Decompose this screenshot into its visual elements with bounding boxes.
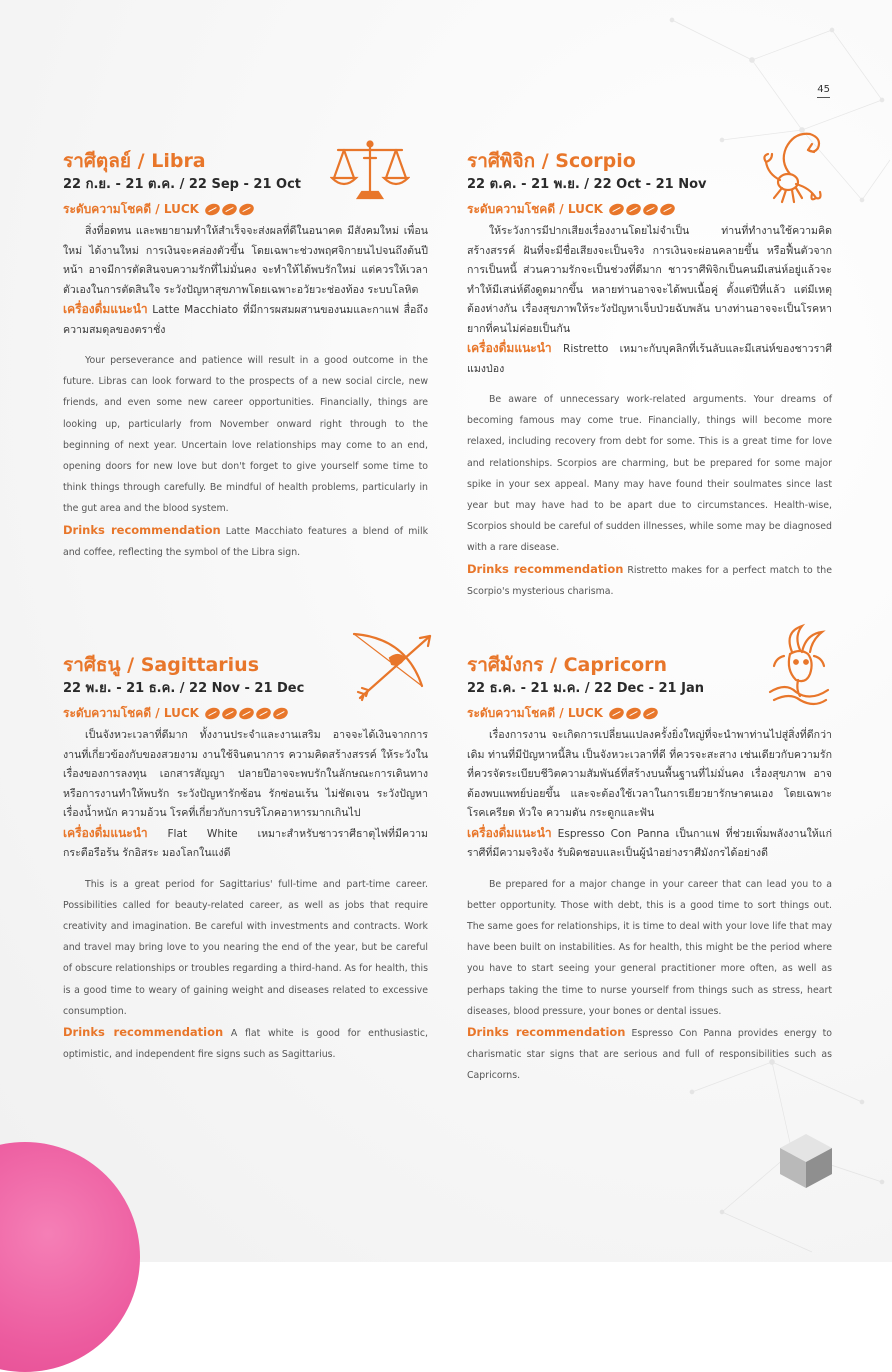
- luck-label: ระดับความโชคดี / LUCK: [63, 706, 199, 720]
- cube-icon: [774, 1128, 838, 1192]
- capricorn-goat-icon: [766, 622, 832, 708]
- section-title: ราศีธนู / Sagittarius: [63, 654, 260, 676]
- english-recommendation: [63, 1022, 428, 1065]
- sagittarius-bow-icon: [350, 628, 434, 704]
- section-dates: 22 พ.ย. - 21 ธ.ค. / 22 Nov - 21 Dec: [63, 681, 305, 696]
- section-dates: 22 ธ.ค. - 21 ม.ค. / 22 Dec - 21 Jan: [467, 681, 704, 696]
- coffee-bean-icon: [221, 201, 239, 216]
- coffee-bean-icon: [642, 705, 660, 720]
- luck-beans: [205, 708, 288, 719]
- english-paragraph: Be aware of unnecessary work-related arguments. Your dreams of becoming famous may come true. Financially, things will become more relaxed, including recovery from debt for some. This is a great time for love and relationships. Scorpios are charming, but be prepared for some major spike in your sex appeal. Many may have found their soulmates since last year but may have had to be apart due to circumstances. Health-wise, Scorpios should be careful of sudden illnesses, while some may be diagnosed with a rare disease.: [467, 394, 832, 554]
- coffee-bean-icon: [625, 201, 643, 216]
- coffee-bean-icon: [642, 201, 660, 216]
- english-paragraph: This is a great period for Sagittarius' full-time and part-time career. Possibilities called for beauty-related career, as well as jobs that require creativity and imagination. Be careful with investments and contracts. Work and travel may bring love to you nearing the end of the year, but be careful of obscure relationships or troubles regarding a third-hand. As for health, this is a good time to weary of gaining weight and diseases related to excessive consumption.: [63, 878, 428, 1017]
- eng-rec-label: Drinks recommendation: [467, 561, 624, 576]
- page-number: 45: [817, 84, 830, 95]
- thai-recommendation: [63, 300, 428, 340]
- section-title: ราศีมังกร / Capricorn: [467, 654, 668, 676]
- libra-scales-icon: [330, 140, 410, 206]
- luck-beans: [609, 204, 675, 215]
- english-recommendation: [467, 559, 832, 602]
- luck-beans: [205, 204, 254, 215]
- coffee-bean-icon: [204, 201, 222, 216]
- zodiac-section-scorpio: [467, 149, 832, 602]
- coffee-bean-icon: [608, 705, 626, 720]
- english-paragraph: Be prepared for a major change in your career that can lead you to a better opportunity. Those with debt, this is a good time to sort things out. The same goes for relationships, it is time to deal with your love life that may have been built on instabilities. As for health, this might be the period where you have to start seeing your general practitioner more often, as well as perhaps taking the time to nurse yourself from things such as stress, heart diseases, blood pressure, your bones or dental issues.: [467, 878, 832, 1017]
- thai-rec-label: เครื่องดื่มแนะนำ: [63, 825, 148, 840]
- thai-rec-text: Espresso Con Panna เป็นกาแฟ ที่ช่วยเพิ่มพลังงานให้แก่ราศีที่มีความจริงจัง รับผิดชอบและเป็นผู้นำอย่างราศีมังกรได้อย่างดี: [467, 827, 833, 859]
- eng-rec-label: Drinks recommendation: [467, 1024, 626, 1039]
- thai-rec-label: เครื่องดื่มแนะนำ: [467, 341, 552, 355]
- thai-rec-label: เครื่องดื่มแนะนำ: [63, 302, 148, 316]
- zodiac-section-sagittarius: [63, 653, 428, 1065]
- thai-recommendation: [63, 824, 428, 864]
- scorpio-scorpion-icon: [760, 126, 826, 206]
- thai-paragraph: สิ่งที่อดทน และพยายามทำให้สำเร็จจะส่งผลที่ดีในอนาคต มีสังคมใหม่ เพื่อนใหม่ ได้งานใหม่ การเงินจะคล่องตัวขึ้น โดยเฉพาะช่วงพฤศจิกายนไปจนถึงต้นปีหน้า อาจมีการตัดสินจบความรักที่ไม่มั่นคง จะทำให้ได้พบรักใหม่ แต่ควรให้เวลาตัวเองในการตัดสินใจ ระวังปัญหาสุขภาพโดยเฉพาะอวัยวะช่องท้อง ระบบโลหิต: [63, 225, 428, 296]
- english-paragraph: Your perseverance and patience will result in a good outcome in the future. Libras can look forward to the prospects of a new social circle, new friends, and even some new career opportunities. Financially, things are looking up, particularly from November onward right through to the beginning of next year. Uncertain love relationships may come to an end, opening doors for new love but don't forget to give yourself some time to think things through carefully. Be mindful of health problems, particularly in the gut area and the blood system.: [63, 355, 428, 515]
- eng-rec-label: Drinks recommendation: [63, 1024, 224, 1039]
- zodiac-section-libra: [63, 149, 428, 563]
- coffee-bean-icon: [238, 201, 256, 216]
- luck-label: ระดับความโชคดี / LUCK: [467, 706, 603, 720]
- thai-rec-text: Flat White เหมาะสำหรับชาวราศีธาตุไฟที่มีความกระตือรือร้น รักอิสระ มองโลกในแง่ดี: [63, 827, 428, 859]
- eng-rec-text: Espresso Con Panna provides energy to charismatic star signs that are serious and full of responsibilities such as Capricorns.: [467, 1027, 833, 1082]
- english-recommendation: [467, 1022, 832, 1087]
- english-recommendation: [63, 520, 428, 563]
- thai-paragraph: เรื่องการงาน จะเกิดการเปลี่ยนแปลงครั้งยิ่งใหญ่ที่จะนำพาท่านไปสู่สิ่งที่ดีกว่าเดิม ท่านที่มีปัญหาหนี้สิน เป็นจังหวะเวลาที่ดี ที่ควรจะสะสาง เช่นเดียวกับความรัก ที่ควรจัดระเบียบชีวิตความสัมพันธ์ที่สร้างบนพื้นฐานที่ไม่มั่นคง เรื่องสุขภาพ อาจต้องพบแพทย์บ่อยขึ้น และจะต้องใช้เวลาในการเยียวยารักษาตนเอง โดยเฉพาะโรคเครียด หัวใจ ความดัน กระดูกและฟัน: [467, 729, 832, 819]
- eng-rec-text: Latte Macchiato features a blend of milk and coffee, reflecting the symbol of the Libra sign.: [63, 525, 428, 558]
- coffee-bean-icon: [659, 201, 677, 216]
- eng-rec-label: Drinks recommendation: [63, 522, 221, 537]
- eng-rec-text: Ristretto makes for a perfect match to the Scorpio's mysterious charisma.: [467, 564, 832, 597]
- coffee-bean-icon: [625, 705, 643, 720]
- coffee-bean-icon: [608, 201, 626, 216]
- section-title: ราศีตุลย์ / Libra: [63, 150, 206, 172]
- thai-recommendation: [467, 824, 832, 864]
- thai-recommendation: [467, 339, 832, 379]
- thai-rec-text: Ristretto เหมาะกับบุคลิกที่เร้นลับและมีเสน่ห์ของชาวราศีแมงป่อง: [467, 343, 832, 375]
- coffee-bean-icon: [255, 705, 273, 720]
- zodiac-section-capricorn: [467, 653, 832, 1087]
- luck-rating: [63, 704, 428, 722]
- section-dates: 22 ต.ค. - 21 พ.ย. / 22 Oct - 21 Nov: [467, 177, 707, 192]
- luck-label: ระดับความโชคดี / LUCK: [63, 202, 199, 216]
- coffee-bean-icon: [221, 705, 239, 720]
- luck-label: ระดับความโชคดี / LUCK: [467, 202, 603, 216]
- luck-beans: [609, 708, 658, 719]
- thai-paragraph: ให้ระวังการมีปากเสียงเรื่องงานโดยไม่จำเป็น ท่านที่ทำงานใช้ความคิดสร้างสรรค์ ฝันที่จะมีชื่อเสียงจะเป็นจริง การเงินจะผ่อนคลายขึ้น หรือฟื้นตัวจากการเป็นหนี้ ส่วนความรักจะเป็นช่วงที่ดีมาก ชาวราศีพิจิกเป็นคนมีเสน่ห์อยู่แล้วจะทำให้มีเสน่ห์ดึงดูดมากขึ้น หลายท่านอาจจะได้พบเนื้อคู่ ตั้งแต่ปีที่แล้ว แต่มีเหตุต้องห่างกัน เรื่องสุขภาพให้ระวังปัญหาเจ็บป่วยฉับพลัน บางท่านอาจจะเป็นโรคหายากที่คนไม่ค่อยเป็นกัน: [467, 225, 832, 335]
- coffee-bean-icon: [204, 705, 222, 720]
- section-dates: 22 ก.ย. - 21 ต.ค. / 22 Sep - 21 Oct: [63, 177, 301, 192]
- thai-rec-text: Latte Macchiato ที่มีการผสมผสานของนมและกาแฟ สื่อถึงความสมดุลของตราชั่ง: [63, 304, 429, 336]
- coffee-bean-icon: [238, 705, 256, 720]
- eng-rec-text: A flat white is good for enthusiastic, optimistic, and independent fire signs such as Sagittarius.: [63, 1027, 428, 1061]
- section-title: ราศีพิจิก / Scorpio: [467, 150, 636, 172]
- thai-paragraph: เป็นจังหวะเวลาที่ดีมาก ทั้งงานประจำและงานเสริม อาจจะได้เงินจากการงานที่เกี่ยวข้องกับของสวยงาม งานใช้จินตนาการ ความคิดสร้างสรรค์ ให้ระวังในเรื่องของการลงทุน เอกสารสัญญา ปลายปีอาจจะพบรักในลักษณะการเดินทาง หรือการงานทำให้พบรัก ระวังปัญหารักซ้อน รักซ่อนเร้น ไม่ชัดเจน ระวังปัญหาเรื่องน้ำหนัก ความอ้วน โรคที่เกี่ยวกับการบริโภคอาหารมากเกินไป: [63, 729, 428, 819]
- coffee-bean-icon: [272, 705, 290, 720]
- thai-rec-label: เครื่องดื่มแนะนำ: [467, 825, 552, 840]
